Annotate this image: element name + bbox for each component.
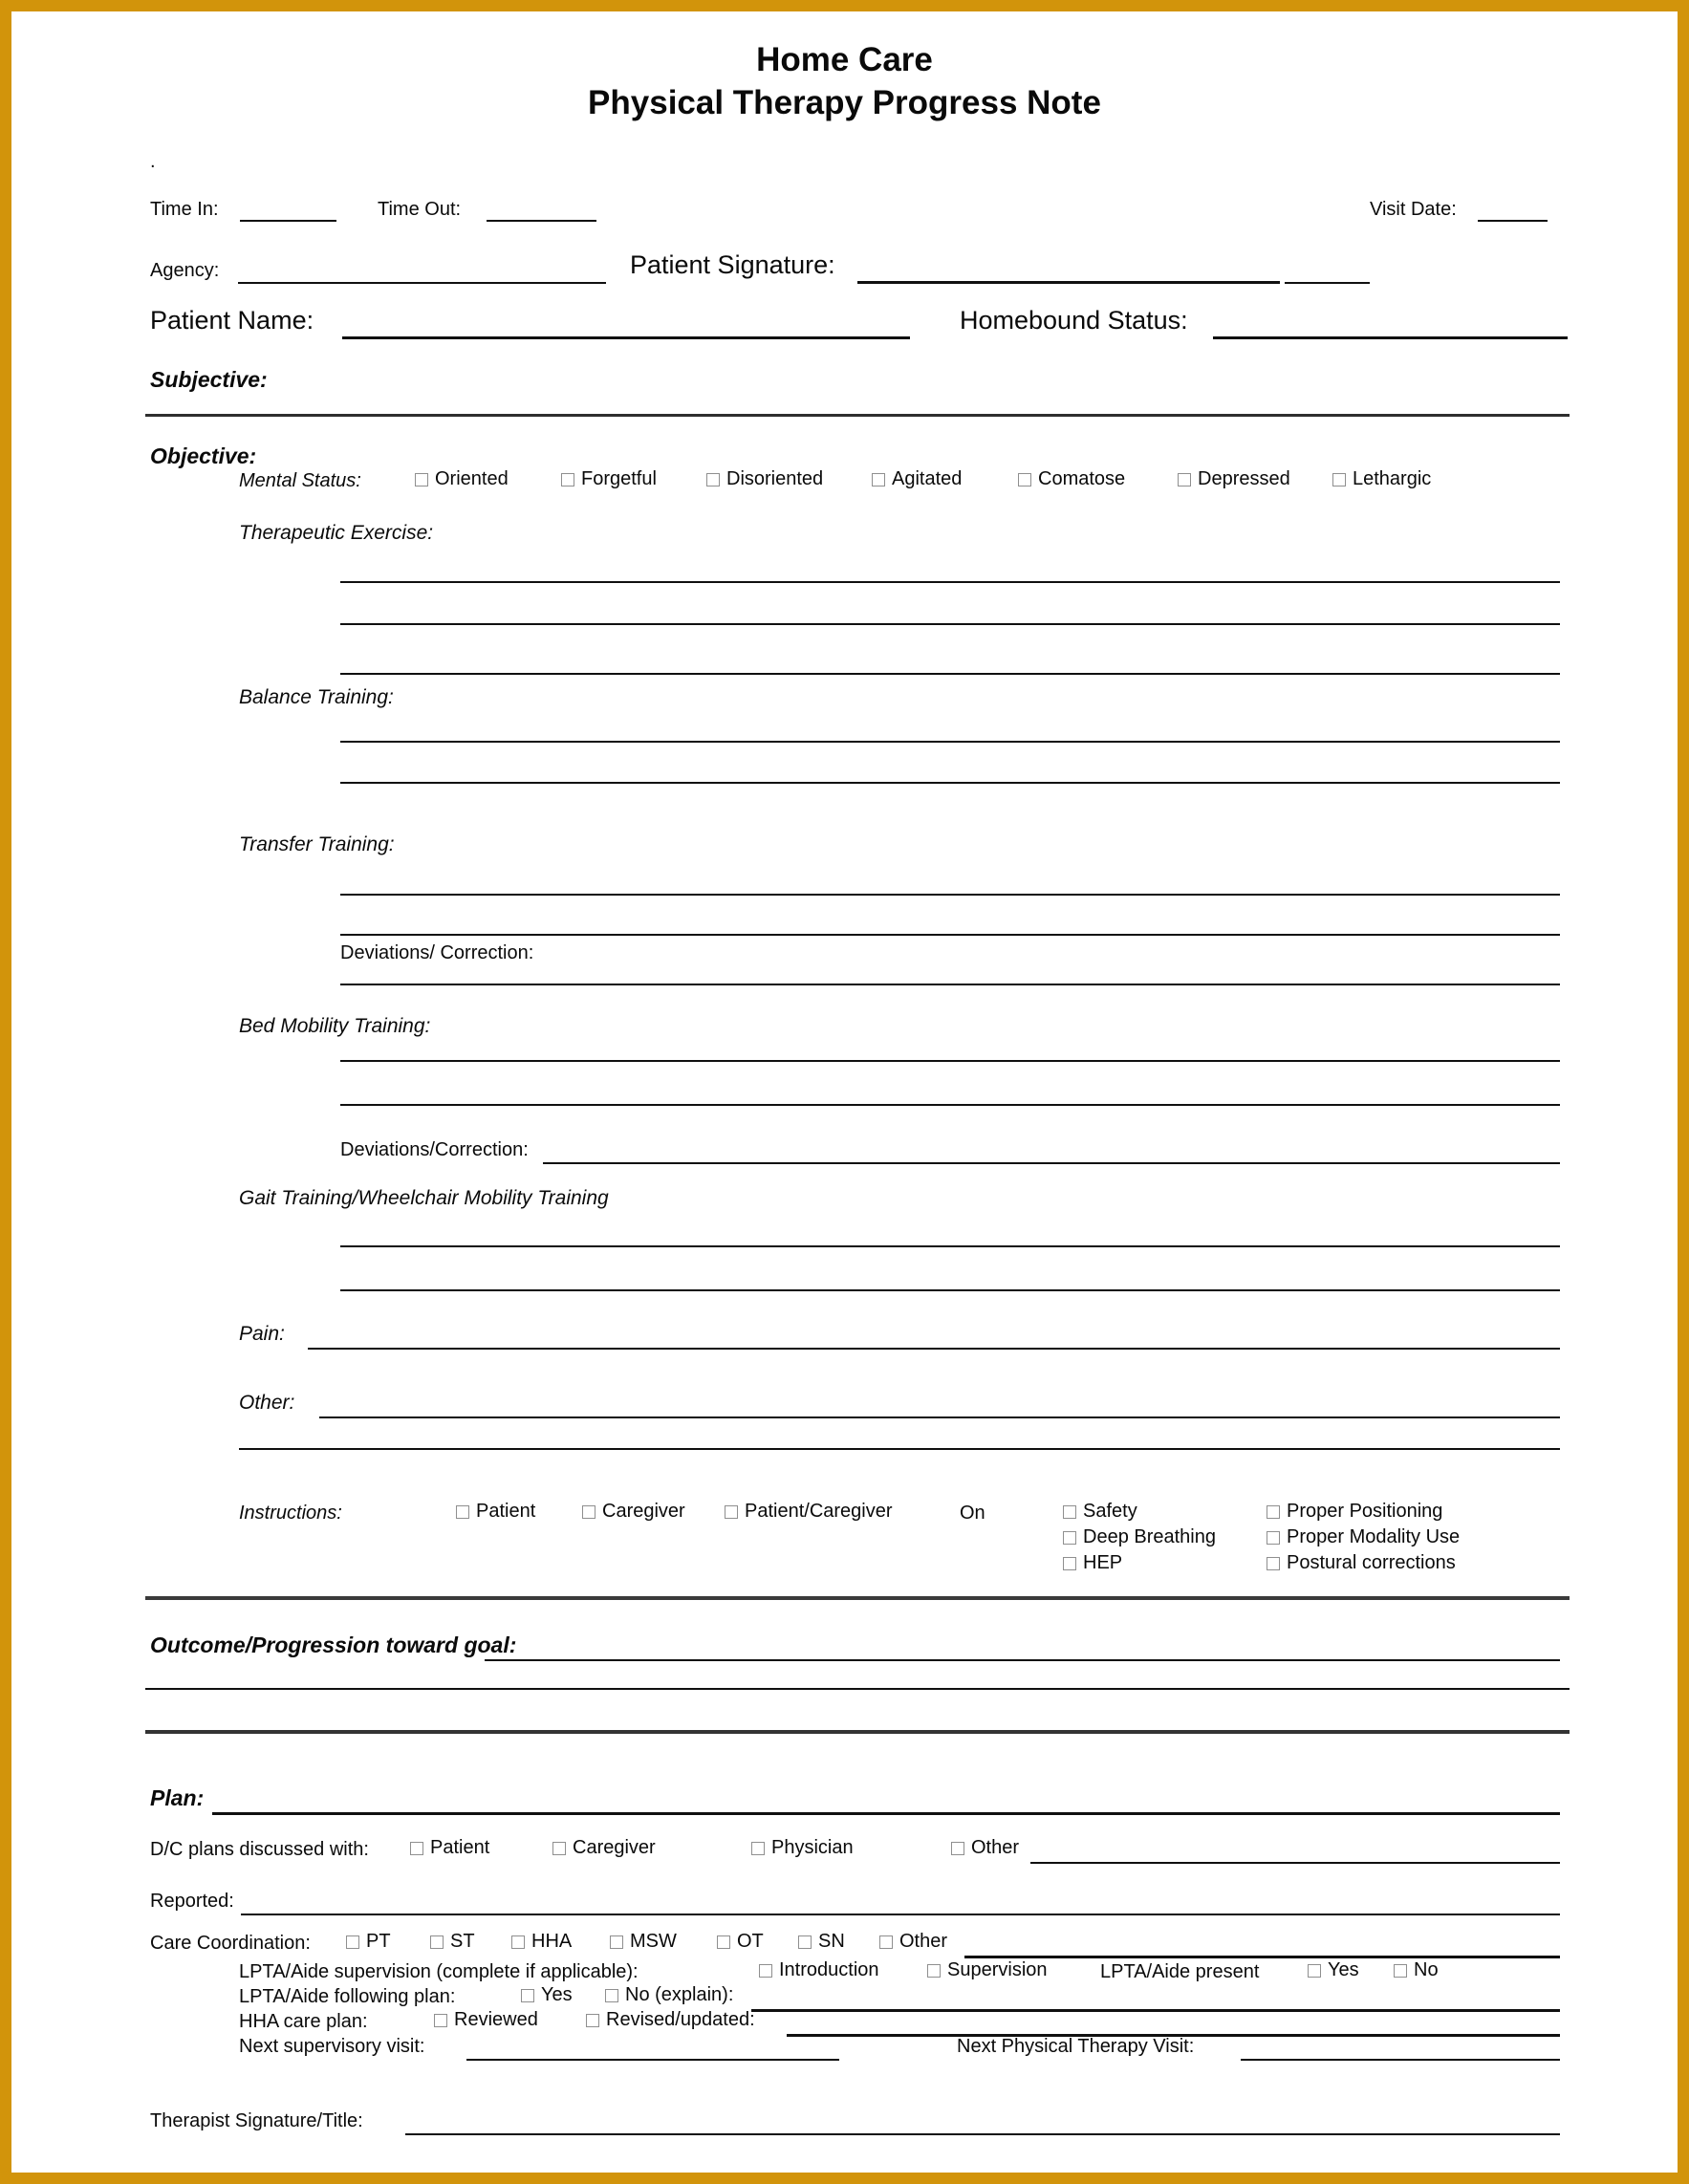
dc-option-caregiver — [552, 1837, 656, 1859]
visit-date-blank[interactable] — [1478, 220, 1548, 222]
lethargic-label: Lethargic — [1353, 468, 1432, 489]
outcome-divider — [145, 1596, 1570, 1600]
pain-blank[interactable] — [308, 1348, 1560, 1350]
care-coordination-label: Care Coordination: — [150, 1933, 311, 1954]
comatose-checkbox[interactable] — [1018, 473, 1031, 487]
homebound-status-blank[interactable] — [1213, 336, 1568, 339]
cc-msw-checkbox[interactable] — [610, 1935, 623, 1949]
instructions-connector: On — [960, 1503, 985, 1524]
balance-training-blank-1[interactable] — [340, 741, 1560, 743]
cc-option-ot — [717, 1931, 764, 1953]
gait-training-blank-1[interactable] — [340, 1245, 1560, 1247]
forgetful-label: Forgetful — [581, 468, 657, 489]
time-out-blank[interactable] — [487, 220, 596, 222]
therapeutic-exercise-blank-2[interactable] — [340, 623, 1560, 625]
dc-physician-checkbox[interactable] — [751, 1842, 765, 1855]
instr-caregiver-checkbox[interactable] — [582, 1505, 595, 1519]
instructions-topic-postural-corrections — [1267, 1552, 1456, 1574]
proper-modality-use-checkbox[interactable] — [1267, 1531, 1280, 1545]
next-supervisory-label: Next supervisory visit: — [239, 2036, 425, 2057]
time-out-label: Time Out: — [378, 199, 462, 220]
hha-option-reviewed — [434, 2009, 538, 2031]
other-blank[interactable] — [319, 1416, 1560, 1418]
mental-status-option-comatose — [1018, 468, 1125, 490]
bed-mobility-blank-1[interactable] — [340, 1060, 1560, 1062]
deep-breathing-checkbox[interactable] — [1063, 1531, 1076, 1545]
agitated-checkbox[interactable] — [872, 473, 885, 487]
mental-status-option-agitated — [872, 468, 962, 490]
stray-dot: . — [150, 151, 156, 172]
deviations-correction-blank-1[interactable] — [340, 984, 1560, 985]
instr-patient-caregiver-label: Patient/Caregiver — [745, 1501, 893, 1522]
transfer-training-label: Transfer Training: — [239, 833, 395, 855]
dc-physician-label: Physician — [771, 1837, 854, 1858]
instructions-topic-safety — [1063, 1501, 1137, 1523]
instructions-topic-hep — [1063, 1552, 1122, 1574]
cc-pt-checkbox[interactable] — [346, 1935, 359, 1949]
pain-label: Pain: — [239, 1323, 285, 1345]
cc-option-msw — [610, 1931, 677, 1953]
transfer-training-blank-2[interactable] — [340, 934, 1560, 936]
instructions-option-caregiver — [582, 1501, 685, 1523]
lethargic-checkbox[interactable] — [1332, 473, 1346, 487]
therapeutic-exercise-blank-3[interactable] — [340, 673, 1560, 675]
dc-option-physician — [751, 1837, 854, 1859]
patient-name-label: Patient Name: — [150, 306, 314, 335]
instr-patient-label: Patient — [476, 1501, 536, 1522]
instr-patient-caregiver-checkbox[interactable] — [725, 1505, 738, 1519]
lpta-following-no-checkbox[interactable] — [605, 1989, 618, 2002]
deviations-correction-blank-2[interactable] — [543, 1162, 1560, 1164]
mental-status-label: Mental Status: — [239, 470, 361, 491]
deviations-correction-label-1: Deviations/ Correction: — [340, 942, 534, 963]
outcome-label: Outcome/Progression toward goal: — [150, 1633, 517, 1657]
therapist-signature-blank[interactable] — [405, 2133, 1560, 2135]
lpta-following-option-no-explain — [605, 1984, 733, 2006]
lpta-present-option-yes — [1308, 1959, 1359, 1981]
agitated-label: Agitated — [892, 468, 963, 489]
instr-caregiver-label: Caregiver — [602, 1501, 685, 1522]
proper-modality-use-label: Proper Modality Use — [1287, 1526, 1461, 1547]
form-title-line1: Home Care — [756, 41, 933, 78]
agency-label: Agency: — [150, 260, 220, 281]
cc-option-st — [430, 1931, 475, 1953]
form-title — [11, 38, 1678, 124]
subjective-heading: Subjective: — [150, 367, 268, 392]
cc-st-label: ST — [450, 1931, 475, 1952]
next-pt-visit-blank[interactable] — [1241, 2059, 1560, 2061]
mental-status-option-oriented — [415, 468, 509, 490]
disoriented-checkbox[interactable] — [706, 473, 720, 487]
patient-signature-blank-tail[interactable] — [1285, 282, 1370, 284]
bed-mobility-label: Bed Mobility Training: — [239, 1015, 431, 1037]
plan-label: Plan: — [150, 1785, 205, 1810]
lpta-following-yes-label: Yes — [541, 1984, 573, 2005]
hep-label: HEP — [1083, 1552, 1123, 1573]
deviations-correction-label-2: Deviations/Correction: — [340, 1139, 529, 1160]
introduction-checkbox[interactable] — [759, 1964, 772, 1978]
cc-hha-label: HHA — [531, 1931, 573, 1952]
hep-checkbox[interactable] — [1063, 1557, 1076, 1570]
disoriented-label: Disoriented — [726, 468, 824, 489]
lpta-present-option-no — [1394, 1959, 1439, 1981]
balance-training-blank-2[interactable] — [340, 782, 1560, 784]
hha-revised-checkbox[interactable] — [586, 2014, 599, 2027]
instructions-option-patient-caregiver — [725, 1501, 893, 1523]
dc-patient-label: Patient — [430, 1837, 490, 1858]
proper-positioning-checkbox[interactable] — [1267, 1505, 1280, 1519]
instructions-topic-deep-breathing — [1063, 1526, 1216, 1548]
time-in-blank[interactable] — [240, 220, 336, 222]
hha-option-revised — [586, 2009, 755, 2031]
time-in-label: Time In: — [150, 199, 219, 220]
plan-blank[interactable] — [212, 1812, 1560, 1815]
comatose-label: Comatose — [1038, 468, 1126, 489]
lpta-sup-option-supervision — [927, 1959, 1048, 1981]
lpta-present-no-checkbox[interactable] — [1394, 1964, 1407, 1978]
oriented-checkbox[interactable] — [415, 473, 428, 487]
homebound-status-label: Homebound Status: — [960, 306, 1188, 335]
lpta-supervision-label: LPTA/Aide supervision (complete if applicable): — [239, 1961, 639, 1982]
therapeutic-exercise-blank-1[interactable] — [340, 581, 1560, 583]
dc-other-checkbox[interactable] — [951, 1842, 964, 1855]
oriented-label: Oriented — [435, 468, 509, 489]
mental-status-option-lethargic — [1332, 468, 1431, 490]
dc-other-label: Other — [971, 1837, 1020, 1858]
cc-sn-checkbox[interactable] — [798, 1935, 812, 1949]
outcome-blank-2[interactable] — [145, 1688, 1570, 1690]
cc-option-sn — [798, 1931, 845, 1953]
other-blank-2[interactable] — [239, 1448, 1560, 1450]
proper-positioning-label: Proper Positioning — [1287, 1501, 1443, 1522]
deep-breathing-label: Deep Breathing — [1083, 1526, 1216, 1547]
instructions-topic-proper-positioning — [1267, 1501, 1442, 1523]
visit-date-label: Visit Date: — [1370, 199, 1457, 220]
lpta-following-option-yes — [521, 1984, 573, 2006]
instructions-topic-proper-modality-use — [1267, 1526, 1460, 1548]
cc-other-label: Other — [899, 1931, 948, 1952]
plan-divider — [145, 1730, 1570, 1734]
safety-label: Safety — [1083, 1501, 1137, 1522]
mental-status-option-disoriented — [706, 468, 823, 490]
subjective-divider — [145, 414, 1570, 417]
forgetful-checkbox[interactable] — [561, 473, 574, 487]
hha-revised-label: Revised/updated: — [606, 2009, 755, 2030]
lpta-present-label: LPTA/Aide present — [1100, 1961, 1260, 1982]
outcome-blank-1[interactable] — [485, 1659, 1560, 1661]
supervision-label: Supervision — [947, 1959, 1048, 1980]
patient-name-blank[interactable] — [342, 336, 910, 339]
dc-caregiver-checkbox[interactable] — [552, 1842, 566, 1855]
dc-plans-label: D/C plans discussed with: — [150, 1839, 369, 1860]
hha-reviewed-label: Reviewed — [454, 2009, 538, 2030]
hha-care-plan-label: HHA care plan: — [239, 2011, 368, 2032]
cc-st-checkbox[interactable] — [430, 1935, 444, 1949]
dc-other-blank[interactable] — [1030, 1862, 1560, 1864]
lpta-present-yes-label: Yes — [1328, 1959, 1359, 1980]
mental-status-option-depressed — [1178, 468, 1290, 490]
cc-ot-checkbox[interactable] — [717, 1935, 730, 1949]
lpta-present-no-label: No — [1414, 1959, 1439, 1980]
instructions-option-patient — [456, 1501, 535, 1523]
supervision-checkbox[interactable] — [927, 1964, 941, 1978]
depressed-label: Depressed — [1198, 468, 1290, 489]
introduction-label: Introduction — [779, 1959, 879, 1980]
dc-caregiver-label: Caregiver — [573, 1837, 656, 1858]
therapist-signature-label: Therapist Signature/Title: — [150, 2110, 363, 2131]
other-label: Other: — [239, 1392, 295, 1414]
cc-option-pt — [346, 1931, 391, 1953]
lpta-following-yes-checkbox[interactable] — [521, 1989, 534, 2002]
reported-label: Reported: — [150, 1891, 234, 1912]
cc-option-hha — [511, 1931, 572, 1953]
next-pt-visit-label: Next Physical Therapy Visit: — [957, 2036, 1195, 2057]
reported-blank[interactable] — [241, 1914, 1560, 1915]
next-supervisory-blank[interactable] — [466, 2059, 839, 2061]
dc-option-other — [951, 1837, 1019, 1859]
depressed-checkbox[interactable] — [1178, 473, 1191, 487]
cc-ot-label: OT — [737, 1931, 764, 1952]
lpta-following-no-label: No (explain): — [625, 1984, 734, 2005]
safety-checkbox[interactable] — [1063, 1505, 1076, 1519]
dc-patient-checkbox[interactable] — [410, 1842, 423, 1855]
transfer-training-blank-1[interactable] — [340, 894, 1560, 896]
lpta-following-label: LPTA/Aide following plan: — [239, 1986, 456, 2007]
lpta-following-blank[interactable] — [751, 2009, 1560, 2012]
balance-training-label: Balance Training: — [239, 686, 394, 708]
instr-patient-checkbox[interactable] — [456, 1505, 469, 1519]
gait-training-blank-2[interactable] — [340, 1289, 1560, 1291]
lpta-present-yes-checkbox[interactable] — [1308, 1964, 1321, 1978]
lpta-sup-option-introduction — [759, 1959, 879, 1981]
bed-mobility-blank-2[interactable] — [340, 1104, 1560, 1106]
cc-hha-checkbox[interactable] — [511, 1935, 525, 1949]
cc-other-blank[interactable] — [964, 1956, 1560, 1958]
therapeutic-exercise-label: Therapeutic Exercise: — [239, 522, 434, 544]
form-title-line2: Physical Therapy Progress Note — [588, 84, 1101, 121]
cc-msw-label: MSW — [630, 1931, 677, 1952]
instructions-label: Instructions: — [239, 1503, 342, 1524]
cc-sn-label: SN — [818, 1931, 845, 1952]
objective-heading: Objective: — [150, 443, 257, 468]
patient-signature-label: Patient Signature: — [630, 250, 835, 279]
cc-option-other — [879, 1931, 947, 1953]
postural-corrections-label: Postural corrections — [1287, 1552, 1456, 1573]
cc-pt-label: PT — [366, 1931, 391, 1952]
agency-blank[interactable] — [238, 282, 606, 284]
postural-corrections-checkbox[interactable] — [1267, 1557, 1280, 1570]
gait-training-label: Gait Training/Wheelchair Mobility Training — [239, 1187, 609, 1209]
hha-reviewed-checkbox[interactable] — [434, 2014, 447, 2027]
patient-signature-blank[interactable] — [857, 281, 1280, 284]
dc-option-patient — [410, 1837, 489, 1859]
mental-status-option-forgetful — [561, 468, 657, 490]
cc-other-checkbox[interactable] — [879, 1935, 893, 1949]
